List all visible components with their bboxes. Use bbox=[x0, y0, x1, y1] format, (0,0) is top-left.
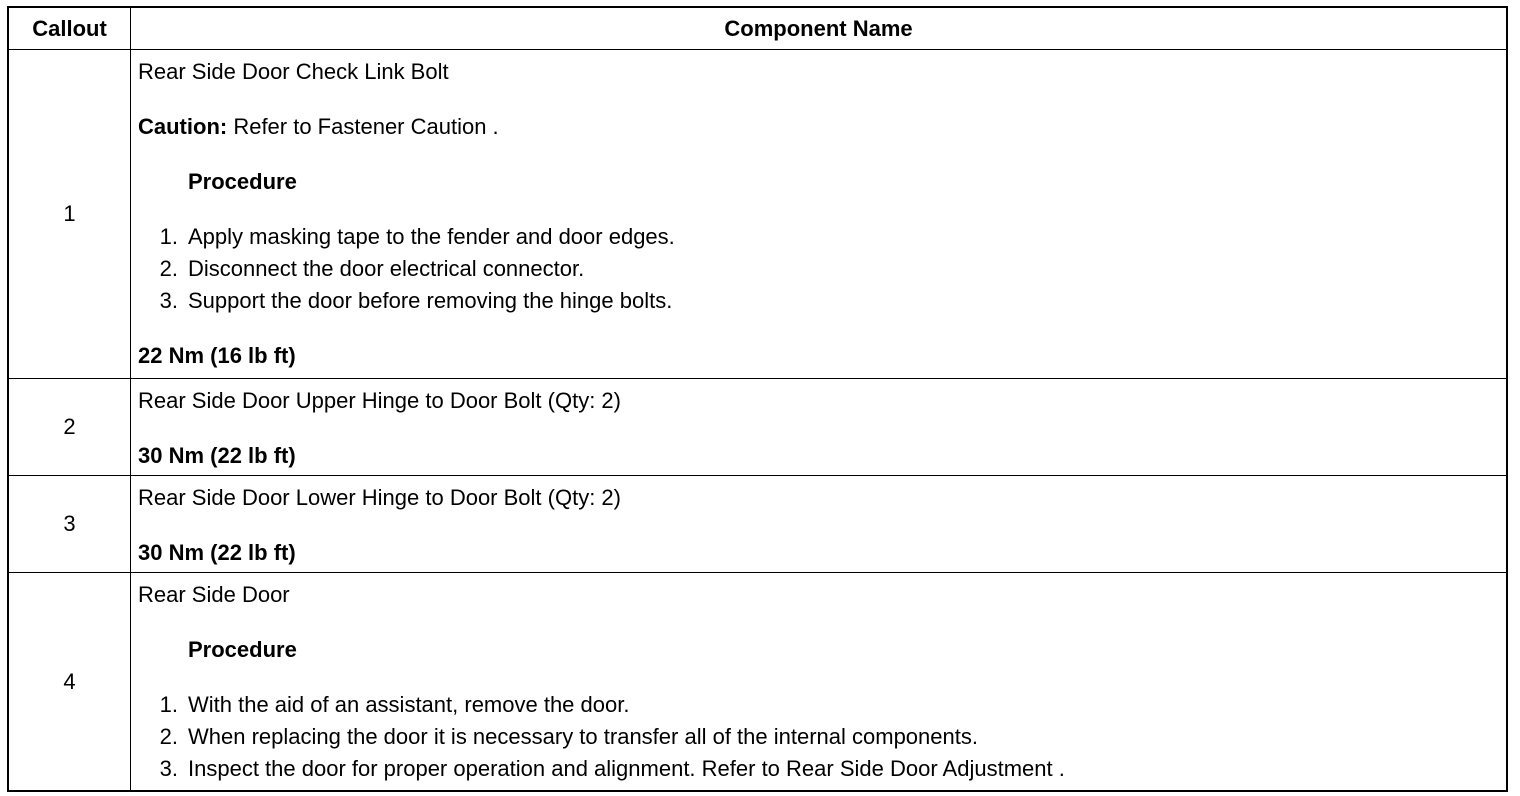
component-cell bbox=[131, 573, 1506, 790]
procedure-heading: Procedure bbox=[188, 637, 297, 662]
procedure-heading: Procedure bbox=[188, 169, 297, 194]
torque-spec: 30 Nm (22 lb ft) bbox=[138, 443, 296, 468]
step-text: Support the door before removing the hinge bolts. bbox=[188, 288, 673, 313]
component-name: Rear Side Door bbox=[138, 582, 290, 607]
component-name: Rear Side Door Upper Hinge to Door Bolt (Qty: 2) bbox=[138, 388, 621, 413]
step-number: 2. bbox=[159, 256, 178, 281]
component-cell bbox=[131, 476, 1506, 572]
step-text: Inspect the door for proper operation and alignment. Refer to Rear Side Door Adjustment . bbox=[188, 756, 1065, 781]
caution-line bbox=[138, 111, 1506, 143]
table-row bbox=[9, 50, 1506, 378]
column-header-callout: Callout bbox=[9, 8, 131, 49]
torque-spec: 22 Nm (16 lb ft) bbox=[138, 343, 296, 368]
component-name: Rear Side Door Check Link Bolt bbox=[138, 59, 449, 84]
procedure-step bbox=[138, 221, 1506, 253]
callout-number: 4 bbox=[9, 573, 131, 790]
callout-number: 3 bbox=[9, 476, 131, 572]
step-text: When replacing the door it is necessary to transfer all of the internal components. bbox=[188, 724, 978, 749]
step-number: 1. bbox=[159, 224, 178, 249]
component-table bbox=[7, 6, 1508, 792]
column-header-component-name: Component Name bbox=[724, 15, 913, 41]
table-row bbox=[9, 378, 1506, 475]
callout-number: 1 bbox=[9, 50, 131, 378]
step-number: 2. bbox=[159, 724, 178, 749]
step-text: Disconnect the door electrical connector. bbox=[188, 256, 585, 281]
procedure-step bbox=[138, 285, 1506, 317]
table-row bbox=[9, 572, 1506, 790]
step-text: Apply masking tape to the fender and door edges. bbox=[188, 224, 675, 249]
caution-text: Refer to Fastener Caution . bbox=[227, 114, 499, 139]
step-number: 3. bbox=[159, 288, 178, 313]
component-name: Rear Side Door Lower Hinge to Door Bolt (Qty: 2) bbox=[138, 485, 621, 510]
table-row bbox=[9, 475, 1506, 572]
procedure-step bbox=[138, 721, 1506, 753]
table-header-row bbox=[9, 8, 1506, 50]
caution-label: Caution: bbox=[138, 114, 228, 139]
component-cell bbox=[131, 379, 1506, 475]
component-cell bbox=[131, 50, 1506, 378]
torque-spec: 30 Nm (22 lb ft) bbox=[138, 540, 296, 565]
step-number: 1. bbox=[159, 692, 178, 717]
procedure-step bbox=[138, 689, 1506, 721]
callout-number: 2 bbox=[9, 379, 131, 475]
procedure-step bbox=[138, 753, 1506, 785]
procedure-step bbox=[138, 253, 1506, 285]
step-text: With the aid of an assistant, remove the door. bbox=[188, 692, 630, 717]
step-number: 3. bbox=[159, 756, 178, 781]
